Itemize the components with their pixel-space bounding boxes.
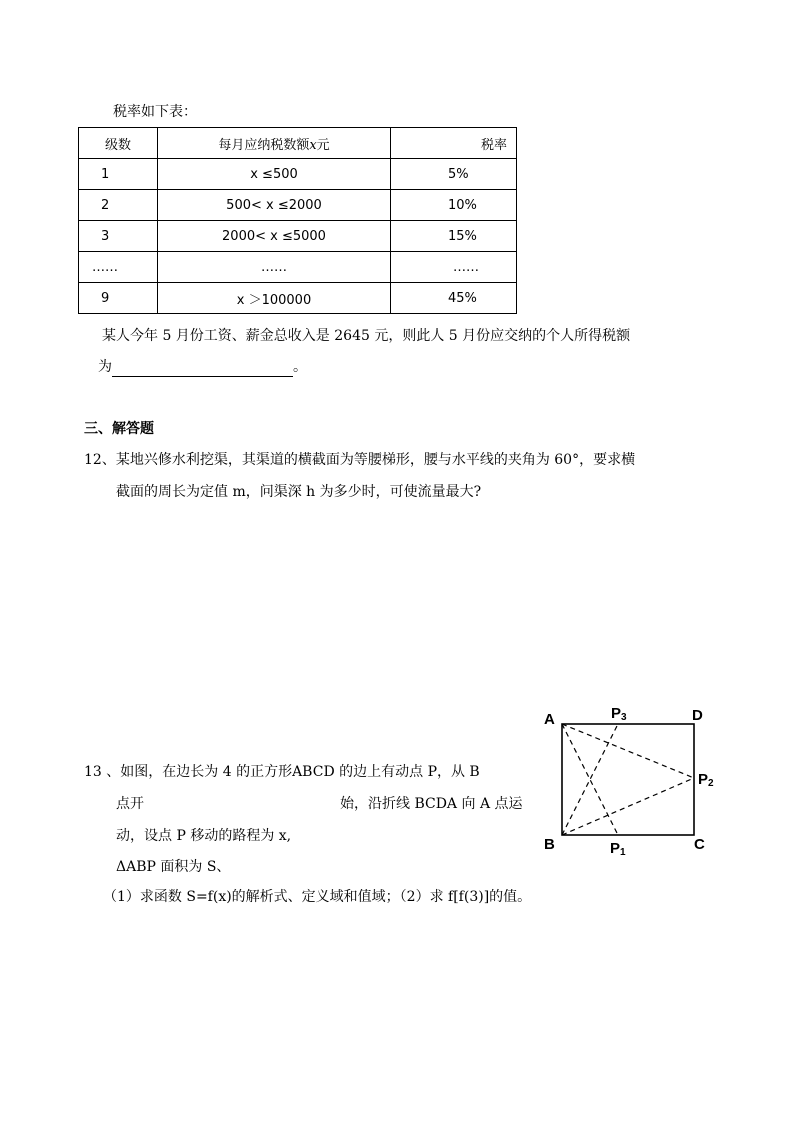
segment-a-p2 <box>562 724 694 778</box>
table-row <box>79 159 517 190</box>
cell-level: 9 <box>79 283 158 314</box>
cell-range: …… <box>158 252 391 283</box>
cell-range: 500< x ≤2000 <box>158 190 391 221</box>
table-row <box>79 221 517 252</box>
cell-level: …… <box>79 252 158 283</box>
table-header-row <box>79 128 517 159</box>
q11-text-line2 <box>98 357 307 377</box>
q11-text-line1: 某人今年 5 月份工资、薪金总收入是 2645 元，则此人 5 月份应交纳的个人所得税额 <box>102 328 631 344</box>
q13-line5: （1）求函数 S=f(x)的解析式、定义域和值域；（2）求 f[f(3)]的值。 <box>103 889 532 905</box>
header-rate: 税率 <box>391 128 517 159</box>
table-intro: 税率如下表： <box>113 104 197 120</box>
header-level: 级数 <box>79 128 158 159</box>
cell-range: x ＞100000 <box>158 283 391 314</box>
table-row <box>79 283 517 314</box>
q11-prefix: 为 <box>98 359 112 375</box>
header-range: 每月应纳税数额x元 <box>158 128 391 159</box>
cell-rate: 10% <box>391 190 517 221</box>
cell-rate: 45% <box>391 283 517 314</box>
cell-range: 2000< x ≤5000 <box>158 221 391 252</box>
label-c: C <box>694 836 705 853</box>
cell-rate: 5% <box>391 159 517 190</box>
q12-line1: 12、某地兴修水利挖渠，其渠道的横截面为等腰梯形，腰与水平线的夹角为 60°，要求横 <box>84 452 636 468</box>
q13-line1: 13 、如图，在边长为 4 的正方形ABCD 的边上有动点 P，从 B <box>84 764 480 780</box>
cell-level: 3 <box>79 221 158 252</box>
label-p3: P3 <box>611 705 627 723</box>
label-p1: P1 <box>610 840 626 858</box>
q13-line2a: 点开 <box>116 796 144 812</box>
tax-rate-table <box>78 127 517 314</box>
q13-line2b: 始，沿折线 BCDA 向 A 点运 <box>340 796 523 812</box>
segment-b-p2 <box>562 778 694 835</box>
cell-range: x ≤500 <box>158 159 391 190</box>
cell-rate: …… <box>391 252 517 283</box>
q13-line3: 动，设点 P 移动的路程为 x, <box>116 828 292 844</box>
square-abcd <box>562 724 694 835</box>
q11-suffix: 。 <box>293 359 307 375</box>
q13-line4: ΔABP 面积为 S、 <box>116 859 231 875</box>
label-a: A <box>544 711 555 728</box>
q12-line2: 截面的周长为定值 m，问渠深 h 为多少时，可使流量最大? <box>116 484 482 500</box>
cell-level: 2 <box>79 190 158 221</box>
cell-rate: 15% <box>391 221 517 252</box>
label-p2: P2 <box>698 771 714 789</box>
square-figure <box>538 700 728 860</box>
answer-blank <box>112 360 293 377</box>
cell-level: 1 <box>79 159 158 190</box>
section-title: 三、解答题 <box>84 421 154 437</box>
label-b: B <box>544 836 555 853</box>
label-d: D <box>692 707 703 724</box>
table-row <box>79 190 517 221</box>
table-row <box>79 252 517 283</box>
